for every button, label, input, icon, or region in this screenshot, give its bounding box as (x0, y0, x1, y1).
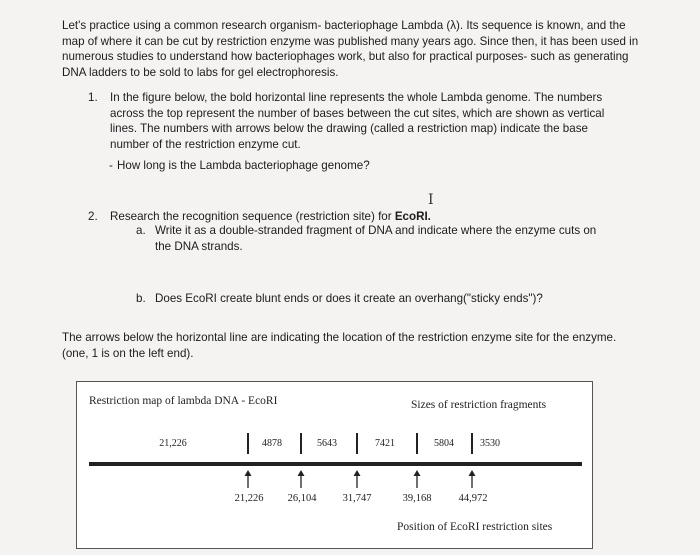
question-2-text-plain: Research the recognition sequence (restriction site) for (110, 210, 395, 223)
arrow-up-icon (466, 470, 478, 488)
arrow-up-icon (242, 470, 254, 488)
question-2-enzyme: EcoRI. (394, 210, 431, 223)
arrow-up-icon (295, 470, 307, 488)
fragment-size-label: 4878 (262, 438, 282, 449)
question-1-sub-text: How long is the Lambda bacteriophage genome? (117, 159, 370, 172)
question-2b-label: b. (136, 292, 146, 305)
question-2a-text: Write it as a double-stranded fragment of DNA and indicate where the enzyme cuts on the DNA strands. (155, 224, 597, 253)
cut-position-label: 44,972 (458, 493, 488, 504)
cut-site-line (300, 433, 302, 454)
question-1-number: 1. (88, 91, 98, 104)
arrow-up-icon (351, 470, 363, 488)
question-2b-text: Does EcoRI create blunt ends or does it create an overhang("sticky ends")? (155, 292, 543, 305)
question-2a-label: a. (136, 224, 146, 237)
map-sizes-label: Sizes of restriction fragments (411, 399, 547, 411)
fragment-size-label: 5643 (317, 438, 337, 449)
fragment-size-label: 21,226 (159, 438, 187, 449)
question-1-text: In the figure below, the bold horizontal line represents the whole Lambda genome. The numbers across the top represent the number of bases between the cut sites, which are shown as vertical lines. The numbers with arrows below the drawing (called a restriction map) indicate the base number of the restriction enzyme cut. (110, 91, 605, 151)
cut-position-label: 26,104 (287, 493, 317, 504)
lambda-genome-line (89, 462, 582, 466)
fragment-size-label: 3530 (480, 438, 500, 449)
cut-site-line (356, 433, 358, 454)
map-position-label: Position of EcoRI restriction sites (397, 521, 553, 533)
cut-position-label: 21,226 (234, 493, 264, 504)
arrow-up-icon (411, 470, 423, 488)
arrows-note: The arrows below the horizontal line are indicating the location of the restriction enzyme site for the enzyme. (one, 1 is on the left end). (62, 331, 617, 360)
cut-position-label: 39,168 (402, 493, 432, 504)
map-title: Restriction map of lambda DNA - EcoRI (89, 395, 278, 407)
question-2-number: 2. (88, 210, 98, 223)
restriction-map-figure (76, 381, 593, 549)
fragment-size-label: 7421 (375, 438, 395, 449)
cut-position-label: 31,747 (342, 493, 372, 504)
cut-site-line (471, 433, 473, 454)
fragment-size-label: 5804 (434, 438, 454, 449)
question-1-sub-dash: - (109, 159, 113, 172)
cut-site-line (247, 433, 249, 454)
question-1-sub (109, 158, 370, 174)
cut-site-line (416, 433, 418, 454)
text-cursor-icon: I (428, 192, 434, 208)
intro-paragraph: Let's practice using a common research organism- bacteriophage Lambda (λ). Its sequence is known, and the map of where it can be cut by restriction enzyme was published many years ago. Since then, it has been used in numerous studies to understand how bacteriophages work, but also for practical purposes- such as generating DNA ladders to be sold to labs for gel electrophoresis. (62, 19, 639, 79)
